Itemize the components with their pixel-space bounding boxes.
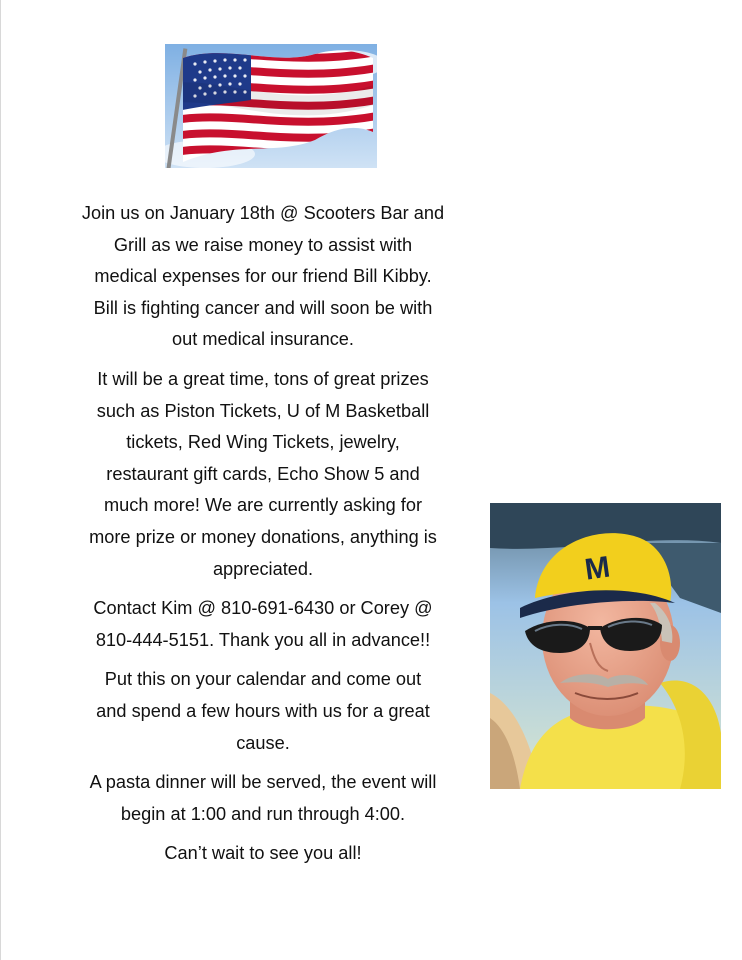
dinner-paragraph: A pasta dinner will be served, the event will begin at 1:00 and run through 4:00. <box>89 772 437 824</box>
prizes-paragraph: It will be a great time, tons of great prizes such as Piston Tickets, U of M Basketball tickets, Red Wing Tickets, jewelry, restaurant gift cards, Echo Show 5 and much more! We are currently asking for more prize or money donations, anything is appreciated. <box>89 368 437 579</box>
cap-letter: M <box>582 550 613 587</box>
event-intro-paragraph: Join us on January 18th @ Scooters Bar and Grill as we raise money to assist with medical expenses for our friend Bill Kibby. Bill is fighting cancer and will soon be with out medical insurance. <box>81 203 445 350</box>
flyer-text-column <box>61 198 465 878</box>
contact-paragraph: Contact Kim @ 810-691-6430 or Corey @ 810-444-5151. Thank you all in advance!! <box>93 598 433 650</box>
american-flag-image <box>165 44 377 168</box>
calendar-paragraph: Put this on your calendar and come out and spend a few hours with us for a great cause. <box>96 669 430 753</box>
bill-kibby-photo <box>490 503 721 789</box>
closing-paragraph: Can’t wait to see you all! <box>164 843 362 864</box>
